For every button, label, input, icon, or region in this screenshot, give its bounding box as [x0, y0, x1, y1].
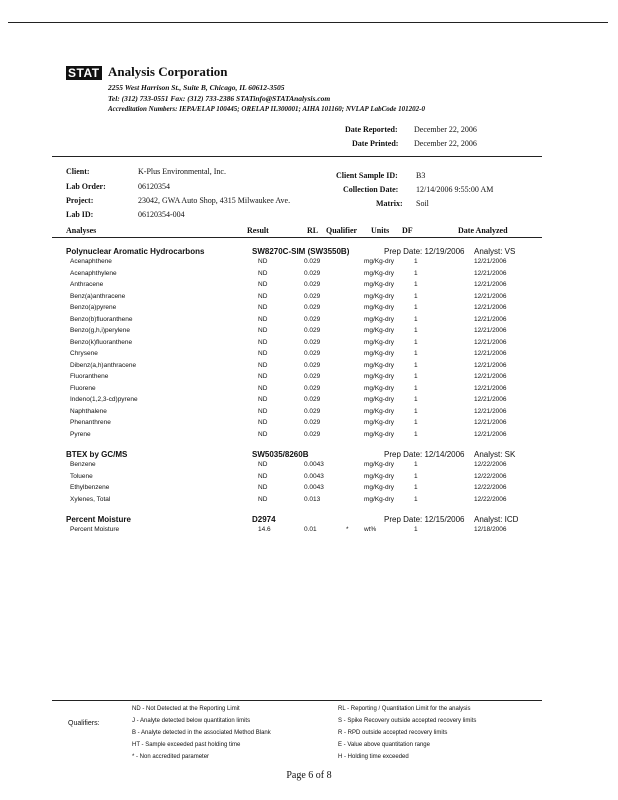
cell-df: 1 [414, 419, 418, 426]
cell-result: ND [258, 407, 268, 415]
cell-units: mg/Kg-dry [364, 315, 394, 323]
qualifier-definition: J - Analyte detected below quantitation limits [132, 718, 251, 724]
cell-rl: 0.013 [304, 495, 321, 503]
lab-order-value: 06120354 [138, 182, 170, 191]
cell-rl: 0.029 [304, 304, 321, 311]
qualifier-definition: E - Value above quantitation range [338, 742, 430, 748]
section-analyst: Analyst: SK [474, 450, 516, 459]
client-value: K-Plus Environmental, Inc. [138, 167, 226, 176]
cell-df: 1 [414, 350, 418, 357]
cell-units: wt% [364, 526, 377, 533]
col-df: DF [402, 226, 413, 235]
section-prep-date: Prep Date: 12/14/2006 [384, 450, 465, 459]
col-analyses: Analyses [66, 226, 97, 235]
table-row [0, 373, 618, 383]
cell-result: ND [258, 430, 268, 438]
columns-rule [52, 237, 542, 238]
cell-df: 1 [414, 495, 418, 503]
table-row [0, 304, 618, 314]
cell-result: ND [258, 269, 268, 277]
cell-date-analyzed: 12/22/2006 [474, 461, 507, 468]
cell-units: mg/Kg-dry [364, 338, 394, 346]
table-row [0, 362, 618, 372]
cell-qualifier: * [346, 526, 349, 533]
lab-order-label: Lab Order: [66, 182, 106, 191]
cell-result: ND [258, 373, 268, 380]
table-row [0, 350, 618, 360]
cell-analyte: Dibenz(a,h)anthracene [70, 361, 137, 369]
cell-df: 1 [414, 526, 418, 533]
cell-analyte: Fluorene [70, 384, 96, 392]
collection-date-value: 12/14/2006 9:55:00 AM [416, 185, 494, 194]
cell-result: ND [258, 361, 268, 369]
cell-analyte: Pyrene [70, 430, 91, 438]
section-analyst: Analyst: ICD [474, 515, 519, 524]
col-rl: RL [307, 226, 319, 235]
qualifier-definition: B - Analyte detected in the associated Method Blank [132, 730, 271, 736]
cell-units: mg/Kg-dry [364, 495, 394, 503]
cell-date-analyzed: 12/21/2006 [474, 258, 507, 265]
section-prep-date: Prep Date: 12/19/2006 [384, 247, 465, 256]
cell-units: mg/Kg-dry [364, 269, 394, 277]
cell-analyte: Indeno(1,2,3-cd)pyrene [70, 396, 138, 403]
cell-units: mg/Kg-dry [364, 384, 394, 392]
cell-result: ND [258, 327, 268, 334]
cell-analyte: Toluene [70, 472, 93, 480]
cell-result: ND [258, 304, 268, 311]
lab-id-label: Lab ID: [66, 210, 94, 219]
table-row [0, 496, 618, 506]
cell-units: mg/Kg-dry [364, 472, 394, 480]
cell-date-analyzed: 12/21/2006 [474, 281, 507, 288]
cell-analyte: Benzo(a)pyrene [70, 304, 117, 311]
cell-date-analyzed: 12/21/2006 [474, 304, 507, 311]
table-row [0, 526, 618, 536]
table-row [0, 339, 618, 349]
cell-units: mg/Kg-dry [364, 292, 394, 300]
cell-result: ND [258, 281, 268, 288]
header-rule [52, 156, 542, 157]
cell-units: mg/Kg-dry [364, 281, 394, 288]
cell-result: ND [258, 472, 268, 480]
cell-result: ND [258, 384, 268, 392]
matrix-value: Soil [416, 199, 429, 208]
cell-result: ND [258, 292, 268, 300]
cell-date-analyzed: 12/21/2006 [474, 292, 507, 300]
cell-units: mg/Kg-dry [364, 419, 394, 426]
cell-df: 1 [414, 258, 418, 265]
cell-rl: 0.029 [304, 430, 321, 438]
accreditation-numbers: Accreditation Numbers: IEPA/ELAP 100445; ORELAP IL300001; AIHA 101160; NVLAP LabCode 101202-0 [108, 105, 425, 113]
cell-result: ND [258, 315, 268, 323]
cell-df: 1 [414, 327, 418, 334]
cell-date-analyzed: 12/21/2006 [474, 350, 507, 357]
cell-analyte: Benzo(k)fluoranthene [70, 338, 133, 346]
cell-analyte: Xylenes, Total [70, 495, 111, 503]
table-row [0, 316, 618, 326]
cell-date-analyzed: 12/21/2006 [474, 419, 507, 426]
cell-date-analyzed: 12/22/2006 [474, 495, 507, 503]
section-analyst: Analyst: VS [474, 247, 516, 256]
cell-result: ND [258, 419, 268, 426]
cell-df: 1 [414, 461, 418, 468]
cell-analyte: Naphthalene [70, 407, 107, 415]
company-name: Analysis Corporation [108, 64, 228, 79]
table-row [0, 473, 618, 483]
cell-result: ND [258, 350, 268, 357]
cell-date-analyzed: 12/21/2006 [474, 315, 507, 323]
cell-analyte: Benz(a)anthracene [70, 292, 126, 300]
cell-date-analyzed: 12/22/2006 [474, 472, 507, 480]
cell-analyte: Phenanthrene [70, 419, 111, 426]
qualifiers-label: Qualifiers: [68, 720, 100, 727]
col-qualifier: Qualifier [326, 226, 358, 235]
cell-rl: 0.029 [304, 350, 321, 357]
footer-rule [52, 700, 542, 701]
cell-df: 1 [414, 407, 418, 415]
cell-rl: 0.0043 [304, 472, 324, 480]
qualifier-definition: * - Non accredited parameter [132, 754, 210, 760]
cell-date-analyzed: 12/21/2006 [474, 269, 507, 277]
cell-date-analyzed: 12/21/2006 [474, 373, 507, 380]
cell-rl: 0.0043 [304, 461, 324, 468]
cell-df: 1 [414, 269, 418, 277]
company-logo: STAT [68, 66, 100, 80]
cell-analyte: Percent Moisture [70, 526, 120, 533]
col-result: Result [247, 226, 269, 235]
cell-df: 1 [414, 396, 418, 403]
section-title: Polynuclear Aromatic Hydrocarbons [66, 247, 205, 256]
table-row [0, 327, 618, 337]
cell-result: ND [258, 258, 268, 265]
cell-analyte: Benzo(g,h,i)perylene [70, 327, 130, 334]
table-row [0, 408, 618, 418]
cell-analyte: Anthracene [70, 281, 104, 288]
cell-rl: 0.029 [304, 327, 321, 334]
section-title: BTEX by GC/MS [66, 450, 128, 459]
cell-df: 1 [414, 315, 418, 323]
cell-df: 1 [414, 373, 418, 380]
cell-rl: 0.029 [304, 292, 321, 300]
section-title: Percent Moisture [66, 515, 131, 524]
table-row [0, 258, 618, 268]
collection-date-label: Collection Date: [343, 185, 399, 194]
section-method: D2974 [252, 515, 276, 524]
cell-df: 1 [414, 281, 418, 288]
company-address: 2255 West Harrison St., Suite B, Chicago, IL 60612-3505 [108, 83, 285, 92]
cell-result: ND [258, 338, 268, 346]
cell-df: 1 [414, 338, 418, 346]
cell-date-analyzed: 12/21/2006 [474, 338, 507, 346]
qualifier-definition: ND - Not Detected at the Reporting Limit [132, 706, 240, 712]
cell-rl: 0.01 [304, 526, 317, 533]
cell-rl: 0.029 [304, 384, 321, 392]
cell-rl: 0.029 [304, 419, 321, 426]
cell-df: 1 [414, 292, 418, 300]
cell-date-analyzed: 12/21/2006 [474, 396, 507, 403]
cell-units: mg/Kg-dry [364, 373, 394, 380]
table-row [0, 484, 618, 494]
cell-date-analyzed: 12/21/2006 [474, 361, 507, 369]
table-row [0, 281, 618, 291]
cell-date-analyzed: 12/21/2006 [474, 327, 507, 334]
cell-rl: 0.029 [304, 407, 321, 415]
cell-rl: 0.029 [304, 269, 321, 277]
page-number: Page 6 of 8 [286, 770, 332, 781]
project-label: Project: [66, 196, 94, 205]
cell-rl: 0.029 [304, 258, 321, 265]
cell-df: 1 [414, 430, 418, 438]
company-contact: Tel: (312) 733-0551 Fax: (312) 733-2386 STATinfo@STATAnalysis.com [108, 94, 331, 103]
cell-analyte: Ethylbenzene [70, 484, 110, 491]
cell-rl: 0.029 [304, 373, 321, 380]
top-rule [8, 22, 608, 23]
date-reported-value: December 22, 2006 [414, 125, 477, 134]
cell-rl: 0.029 [304, 361, 321, 369]
table-row [0, 461, 618, 471]
cell-units: mg/Kg-dry [364, 407, 394, 415]
cell-analyte: Chrysene [70, 350, 98, 357]
cell-analyte: Acenaphthene [70, 258, 112, 265]
date-reported-label: Date Reported: [345, 125, 398, 134]
cell-rl: 0.029 [304, 315, 321, 323]
cell-units: mg/Kg-dry [364, 258, 394, 265]
table-row [0, 419, 618, 429]
col-units: Units [371, 226, 390, 235]
cell-df: 1 [414, 304, 418, 311]
cell-units: mg/Kg-dry [364, 361, 394, 369]
project-value: 23042, GWA Auto Shop, 4315 Milwaukee Ave. [138, 196, 291, 205]
cell-units: mg/Kg-dry [364, 350, 394, 357]
matrix-label: Matrix: [376, 199, 403, 208]
client-sample-id-label: Client Sample ID: [336, 171, 398, 180]
cell-date-analyzed: 12/21/2006 [474, 384, 507, 392]
cell-rl: 0.0043 [304, 484, 324, 491]
cell-date-analyzed: 12/21/2006 [474, 430, 507, 438]
cell-units: mg/Kg-dry [364, 461, 394, 468]
cell-units: mg/Kg-dry [364, 327, 394, 334]
col-date-analyzed: Date Analyzed [458, 226, 508, 235]
table-row [0, 293, 618, 303]
lab-id-value: 06120354-004 [138, 210, 185, 219]
cell-result: 14.6 [258, 526, 271, 533]
cell-df: 1 [414, 361, 418, 369]
section-prep-date: Prep Date: 12/15/2006 [384, 515, 465, 524]
table-row [0, 431, 618, 441]
cell-date-analyzed: 12/21/2006 [474, 407, 507, 415]
cell-analyte: Acenaphthylene [70, 269, 117, 277]
qualifier-definition: H - Holding time exceeded [338, 754, 409, 760]
cell-result: ND [258, 461, 268, 468]
section-method: SW5035/8260B [252, 450, 309, 459]
cell-df: 1 [414, 472, 418, 480]
cell-date-analyzed: 12/18/2006 [474, 526, 507, 533]
client-label: Client: [66, 167, 90, 176]
cell-units: mg/Kg-dry [364, 430, 394, 438]
qualifier-definition: HT - Sample exceeded past holding time [132, 742, 241, 748]
qualifier-definition: S - Spike Recovery outside accepted recovery limits [338, 718, 477, 724]
qualifier-definition: RL - Reporting / Quantitation Limit for the analysis [338, 706, 471, 712]
date-printed-label: Date Printed: [352, 139, 399, 148]
cell-result: ND [258, 484, 268, 491]
client-sample-id-value: B3 [416, 171, 426, 180]
date-printed-value: December 22, 2006 [414, 139, 477, 148]
cell-analyte: Benzo(b)fluoranthene [70, 315, 133, 323]
qualifier-definition: R - RPD outside accepted recovery limits [338, 730, 448, 736]
cell-date-analyzed: 12/22/2006 [474, 484, 507, 491]
table-row [0, 270, 618, 280]
cell-analyte: Benzene [70, 461, 96, 468]
cell-units: mg/Kg-dry [364, 304, 394, 311]
cell-result: ND [258, 396, 268, 403]
cell-df: 1 [414, 484, 418, 491]
cell-analyte: Fluoranthene [70, 373, 109, 380]
cell-units: mg/Kg-dry [364, 396, 394, 403]
cell-df: 1 [414, 384, 418, 392]
cell-rl: 0.029 [304, 281, 321, 288]
cell-rl: 0.029 [304, 396, 321, 403]
cell-rl: 0.029 [304, 338, 321, 346]
cell-result: ND [258, 495, 268, 503]
table-row [0, 396, 618, 406]
section-method: SW8270C-SIM (SW3550B) [252, 247, 350, 256]
cell-units: mg/Kg-dry [364, 484, 394, 491]
table-row [0, 385, 618, 395]
